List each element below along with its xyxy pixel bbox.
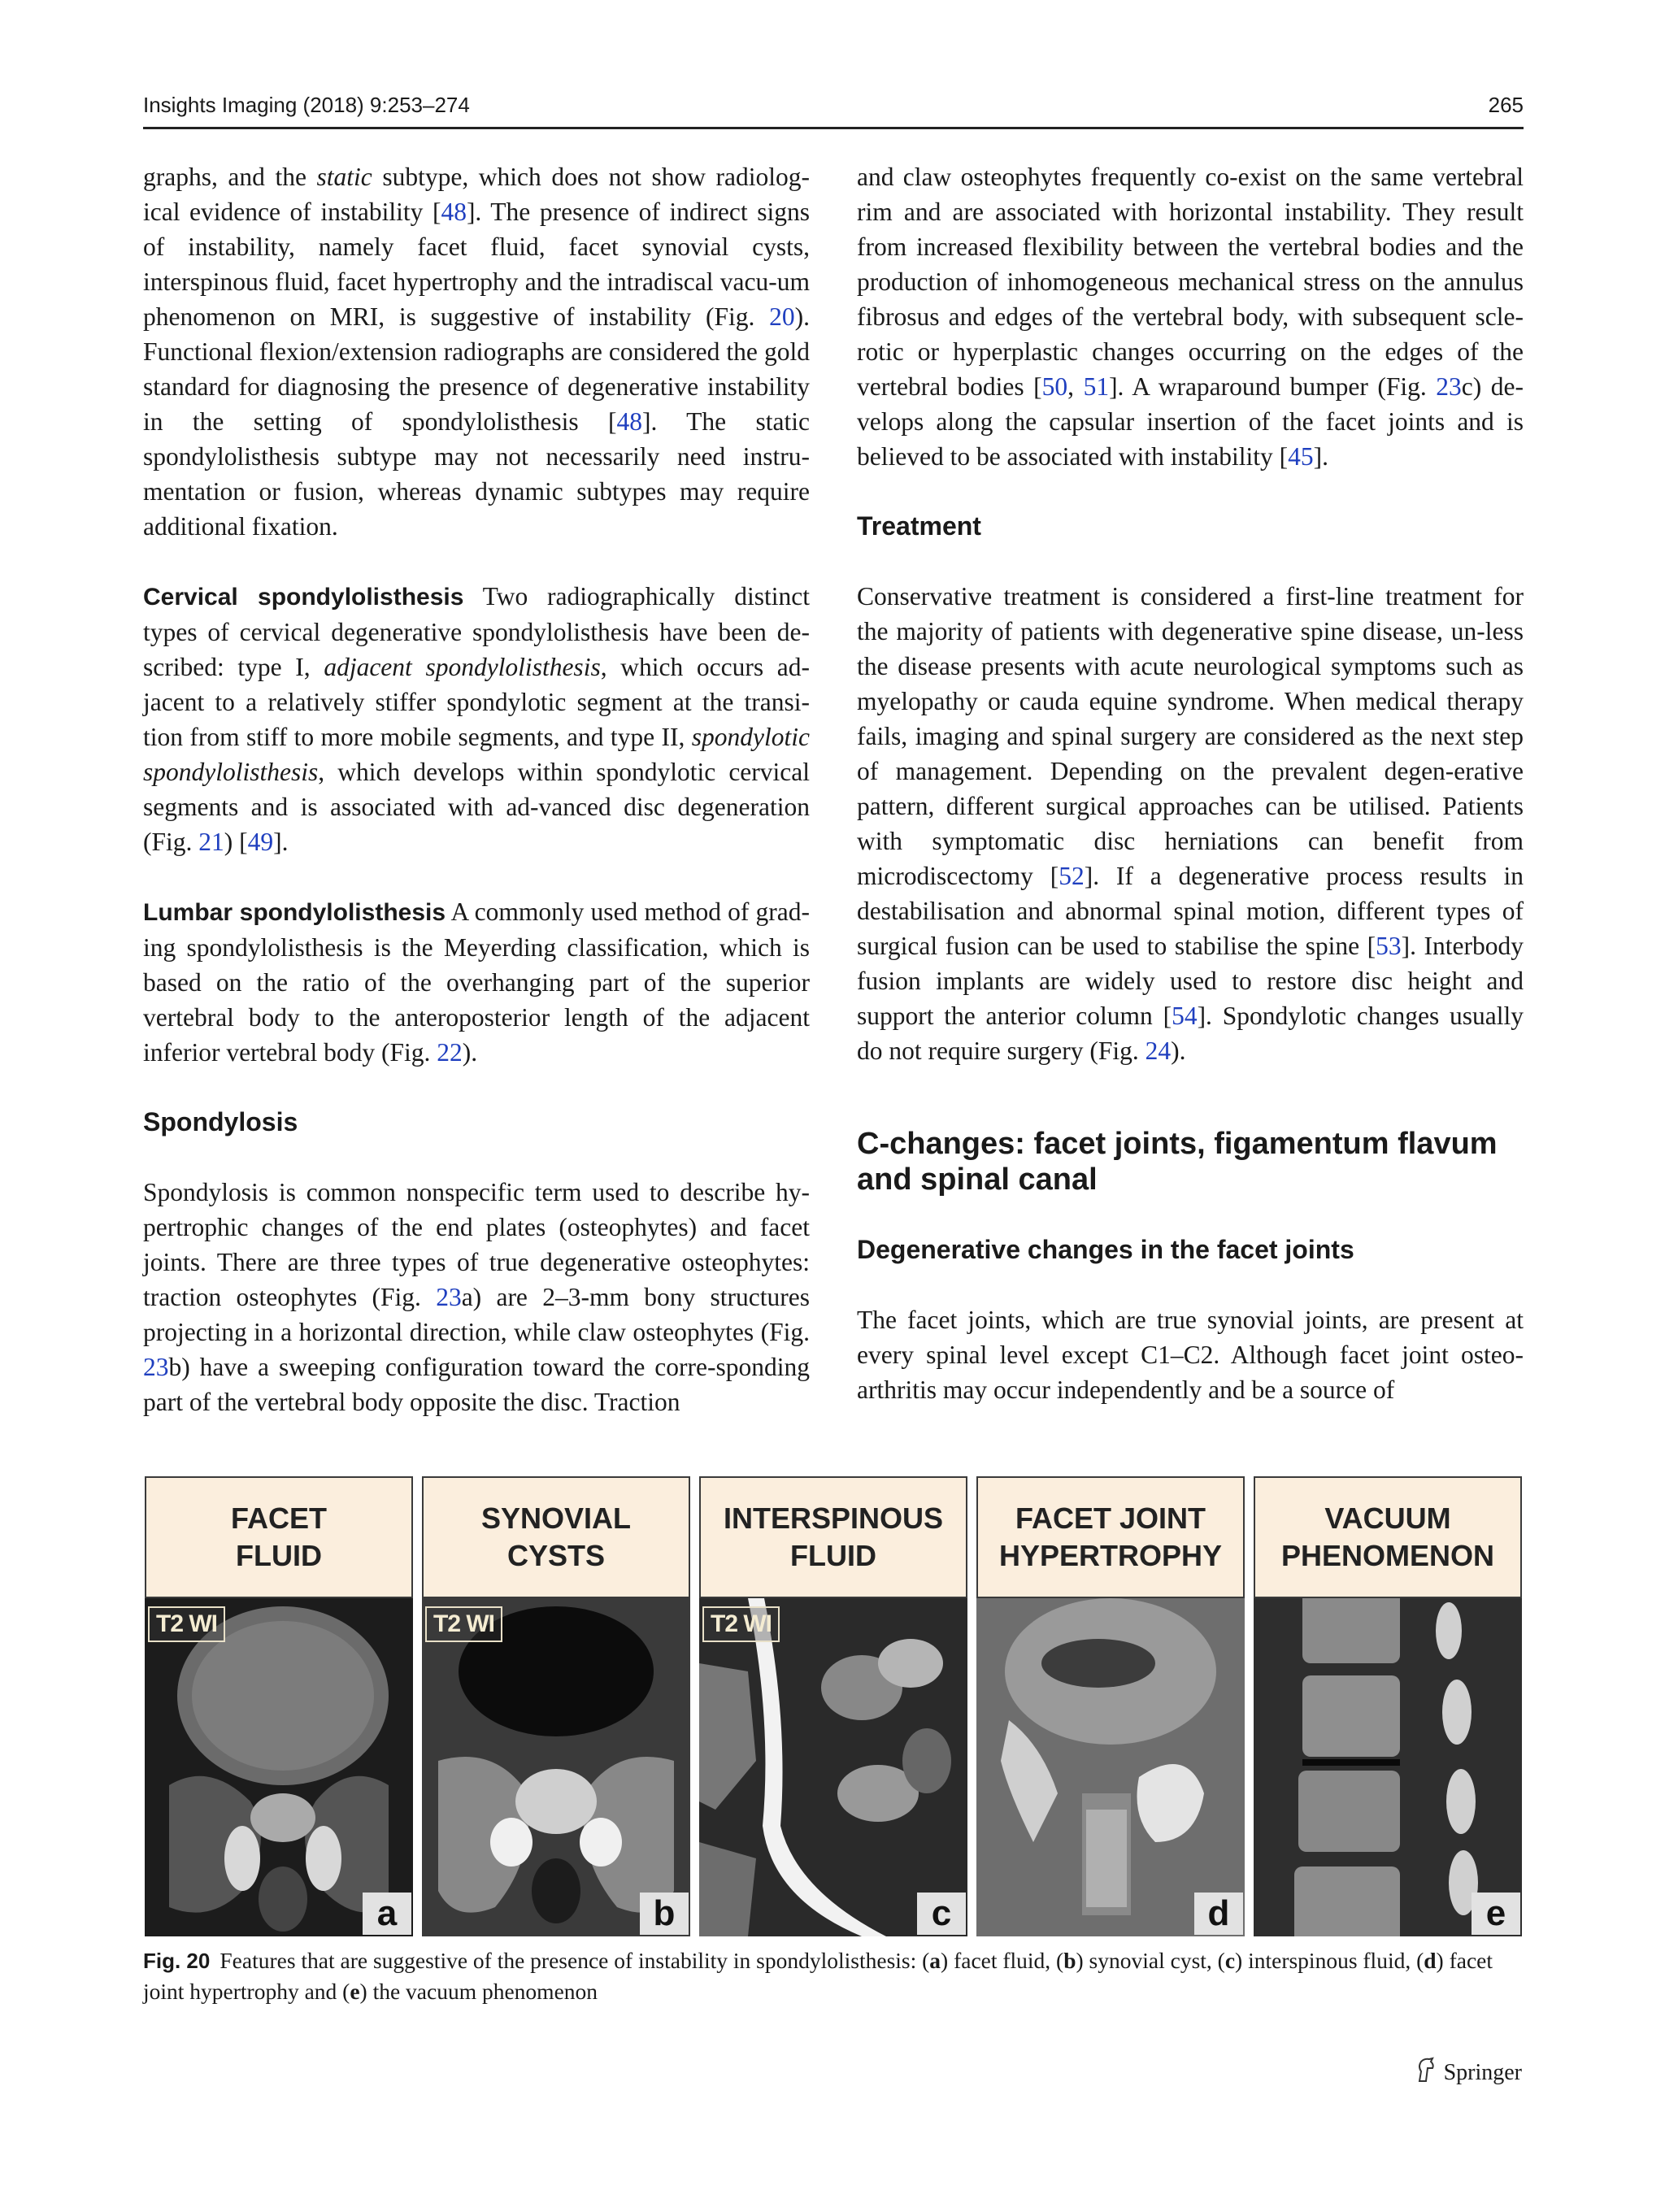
right-column: [857, 159, 1524, 1407]
panel-title: FACET FLUID: [145, 1476, 413, 1598]
paragraph-spondylosis: Spondylosis is common nonspecific term used to describe hy-pertrophic changes of the end plates (osteophytes) and facet joints. There are three types of true degenerative osteophytes: traction osteophytes (Fig. 23a) are 2–3-mm bony structures projecting in a horizontal direction, while claw osteophytes (Fig. 23b) have a sweeping configuration toward the corre-sponding part of the vertebral body opposite the disc. Traction: [143, 1178, 810, 1416]
paragraph-osteophytes: and claw osteophytes frequently co-exist on the same vertebral rim and are associated with horizontal instability. They result from increased flexibility between the vertebral bodies and the production of inhomogeneous mechanical stress on the annulus fibrosus and edges of the vertebral body, with subsequent scle-rotic or hyperplastic changes occurring on the edges of the vertebral bodies [50, 51]. A wraparound bumper (Fig. 23c) de-velops along the capsular insertion of the facet joints and is believed to be associated with instability [45].: [857, 163, 1524, 471]
heading-c-changes: C-changes: facet joints, figamentum flavum and spinal canal: [857, 1127, 1498, 1197]
ref-link[interactable]: 49: [247, 828, 274, 856]
fig-link[interactable]: 21: [198, 828, 224, 856]
fig-link[interactable]: 20: [769, 302, 795, 331]
panel-label: a: [363, 1893, 411, 1935]
panel-label: c: [917, 1893, 966, 1935]
panel-title: SYNOVIAL CYSTS: [422, 1476, 690, 1598]
springer-horse-icon: [1413, 2057, 1437, 2089]
ref-link[interactable]: 48: [441, 198, 467, 226]
figure-panel-b: [422, 1476, 690, 1936]
run-in-heading-lumbar: Lumbar spondylolisthesis: [143, 899, 446, 926]
ref-link[interactable]: 45: [1288, 442, 1314, 471]
running-header: [143, 88, 1524, 129]
heading-spondylosis: Spondylosis: [143, 1107, 298, 1136]
fig-link[interactable]: 23: [143, 1353, 169, 1381]
publisher-name: Springer: [1443, 2060, 1522, 2085]
fig-link[interactable]: 24: [1145, 1036, 1172, 1065]
figure-panel-d: [976, 1476, 1245, 1936]
heading-treatment: Treatment: [857, 511, 981, 541]
ct-image-vacuum-phenomenon: [1254, 1598, 1522, 1936]
figure-panel-e: [1254, 1476, 1522, 1936]
fig-link[interactable]: 22: [437, 1038, 463, 1067]
publisher-footer: [1413, 2057, 1522, 2089]
paragraph-facet-joints: The facet joints, which are true synovial joints, are present at every spinal level except C1–C2. Although facet joint osteo-arthritis may occur independently and be a source of: [857, 1306, 1524, 1404]
ref-link[interactable]: 52: [1059, 862, 1085, 890]
panel-label: e: [1472, 1893, 1520, 1935]
page-number: 265: [1488, 93, 1524, 117]
panel-label: d: [1194, 1893, 1243, 1935]
ref-link[interactable]: 54: [1172, 1002, 1198, 1030]
mri-image-interspinous-fluid: [699, 1598, 967, 1936]
mri-image-facet-fluid: [145, 1598, 413, 1936]
ref-link[interactable]: 48: [616, 407, 643, 436]
paragraph-treatment: Conservative treatment is considered a first-line treatment for the majority of patients with degenerative spine disease, un-less the disease presents with acute neurological symptoms such as myelopathy or cauda equine syndrome. When medical therapy fails, imaging and spinal surgery are considered as the next step of management. Depending on the prevalent degen-erative pattern, different surgical approaches can be utilised. Patients with symptomatic disc herniations can benefit from microdiscectomy [52]. If a degenerative process results in destabilisation and abnormal spinal motion, different types of surgical fusion can be used to stabilise the spine [53]. Interbody fusion implants are widely used to restore disc height and support the anterior column [54]. Spondylotic changes usually do not require surgery (Fig. 24).: [857, 582, 1524, 1065]
paragraph-lumbar: Lumbar spondylolisthesis A commonly used method of grad-ing spondylolisthesis is the Meyerding classification, which is based on the ratio of the overhanging part of the superior vertebral body to the anteroposterior length of the adjacent inferior vertebral body (Fig. 22).: [143, 897, 810, 1067]
mri-image-synovial-cysts: [422, 1598, 690, 1936]
journal-citation: Insights Imaging (2018) 9:253–274: [143, 93, 470, 117]
run-in-heading-cervical: Cervical spondylolisthesis: [143, 584, 464, 611]
figure-caption: Fig. 20 Features that are suggestive of the presence of instability in spondylolisthesis: (a) facet fluid, (b) synovial cyst, (c) interspinous fluid, (d) facet joint hypertrophy and (e) the vacuum phenomenon: [143, 1948, 1493, 2004]
figure-number: Fig. 20: [143, 1949, 211, 1973]
sequence-badge: T2 WI: [425, 1606, 502, 1642]
panel-title: INTERSPINOUS FLUID: [699, 1476, 967, 1598]
paragraph-instability: graphs, and the static subtype, which does not show radiolog-ical evidence of instability [48]. The presence of indirect signs of instability, namely facet fluid, facet synovial cysts, interspinous fluid, facet hypertrophy and the intradiscal vacu-um phenomenon on MRI, is suggestive of instability (Fig. 20). Functional flexion/extension radiographs are considered the gold standard for diagnosing the presence of degenerative instability in the setting of spondylolisthesis [48]. The static spondylolisthesis subtype may not necessarily need instru-mentation or fusion, whereas dynamic subtypes may require additional fixation.: [143, 163, 810, 541]
fig-link[interactable]: 23: [436, 1283, 462, 1311]
figure-panel-c: [699, 1476, 967, 1936]
ref-link[interactable]: 51: [1083, 372, 1110, 401]
ref-link[interactable]: 50: [1041, 372, 1068, 401]
panel-label: b: [640, 1893, 689, 1935]
fig-link[interactable]: 23: [1436, 372, 1462, 401]
ref-link[interactable]: 53: [1376, 932, 1402, 960]
sequence-badge: T2 WI: [702, 1606, 780, 1642]
panel-title: FACET JOINT HYPERTROPHY: [976, 1476, 1245, 1598]
ct-image-facet-hypertrophy: [976, 1598, 1245, 1936]
sequence-badge: T2 WI: [148, 1606, 225, 1642]
left-column: [143, 159, 810, 1419]
figure-panel-a: [145, 1476, 413, 1936]
figure-20: [145, 1476, 1524, 1936]
heading-facet-joints: Degenerative changes in the facet joints: [857, 1235, 1354, 1264]
panel-title: VACUUM PHENOMENON: [1254, 1476, 1522, 1598]
paragraph-cervical: Cervical spondylolisthesis Two radiographically distinct types of cervical degenerative spondylolisthesis have been de-scribed: type I, adjacent spondylolisthesis, which occurs ad-jacent to a relatively stiffer spondylotic segment at the transi-tion from stiff to more mobile segments, and type II, spondylotic spondylolisthesis, which develops within spondylotic cervical segments and is associated with ad-vanced disc degeneration (Fig. 21) [49].: [143, 582, 810, 856]
